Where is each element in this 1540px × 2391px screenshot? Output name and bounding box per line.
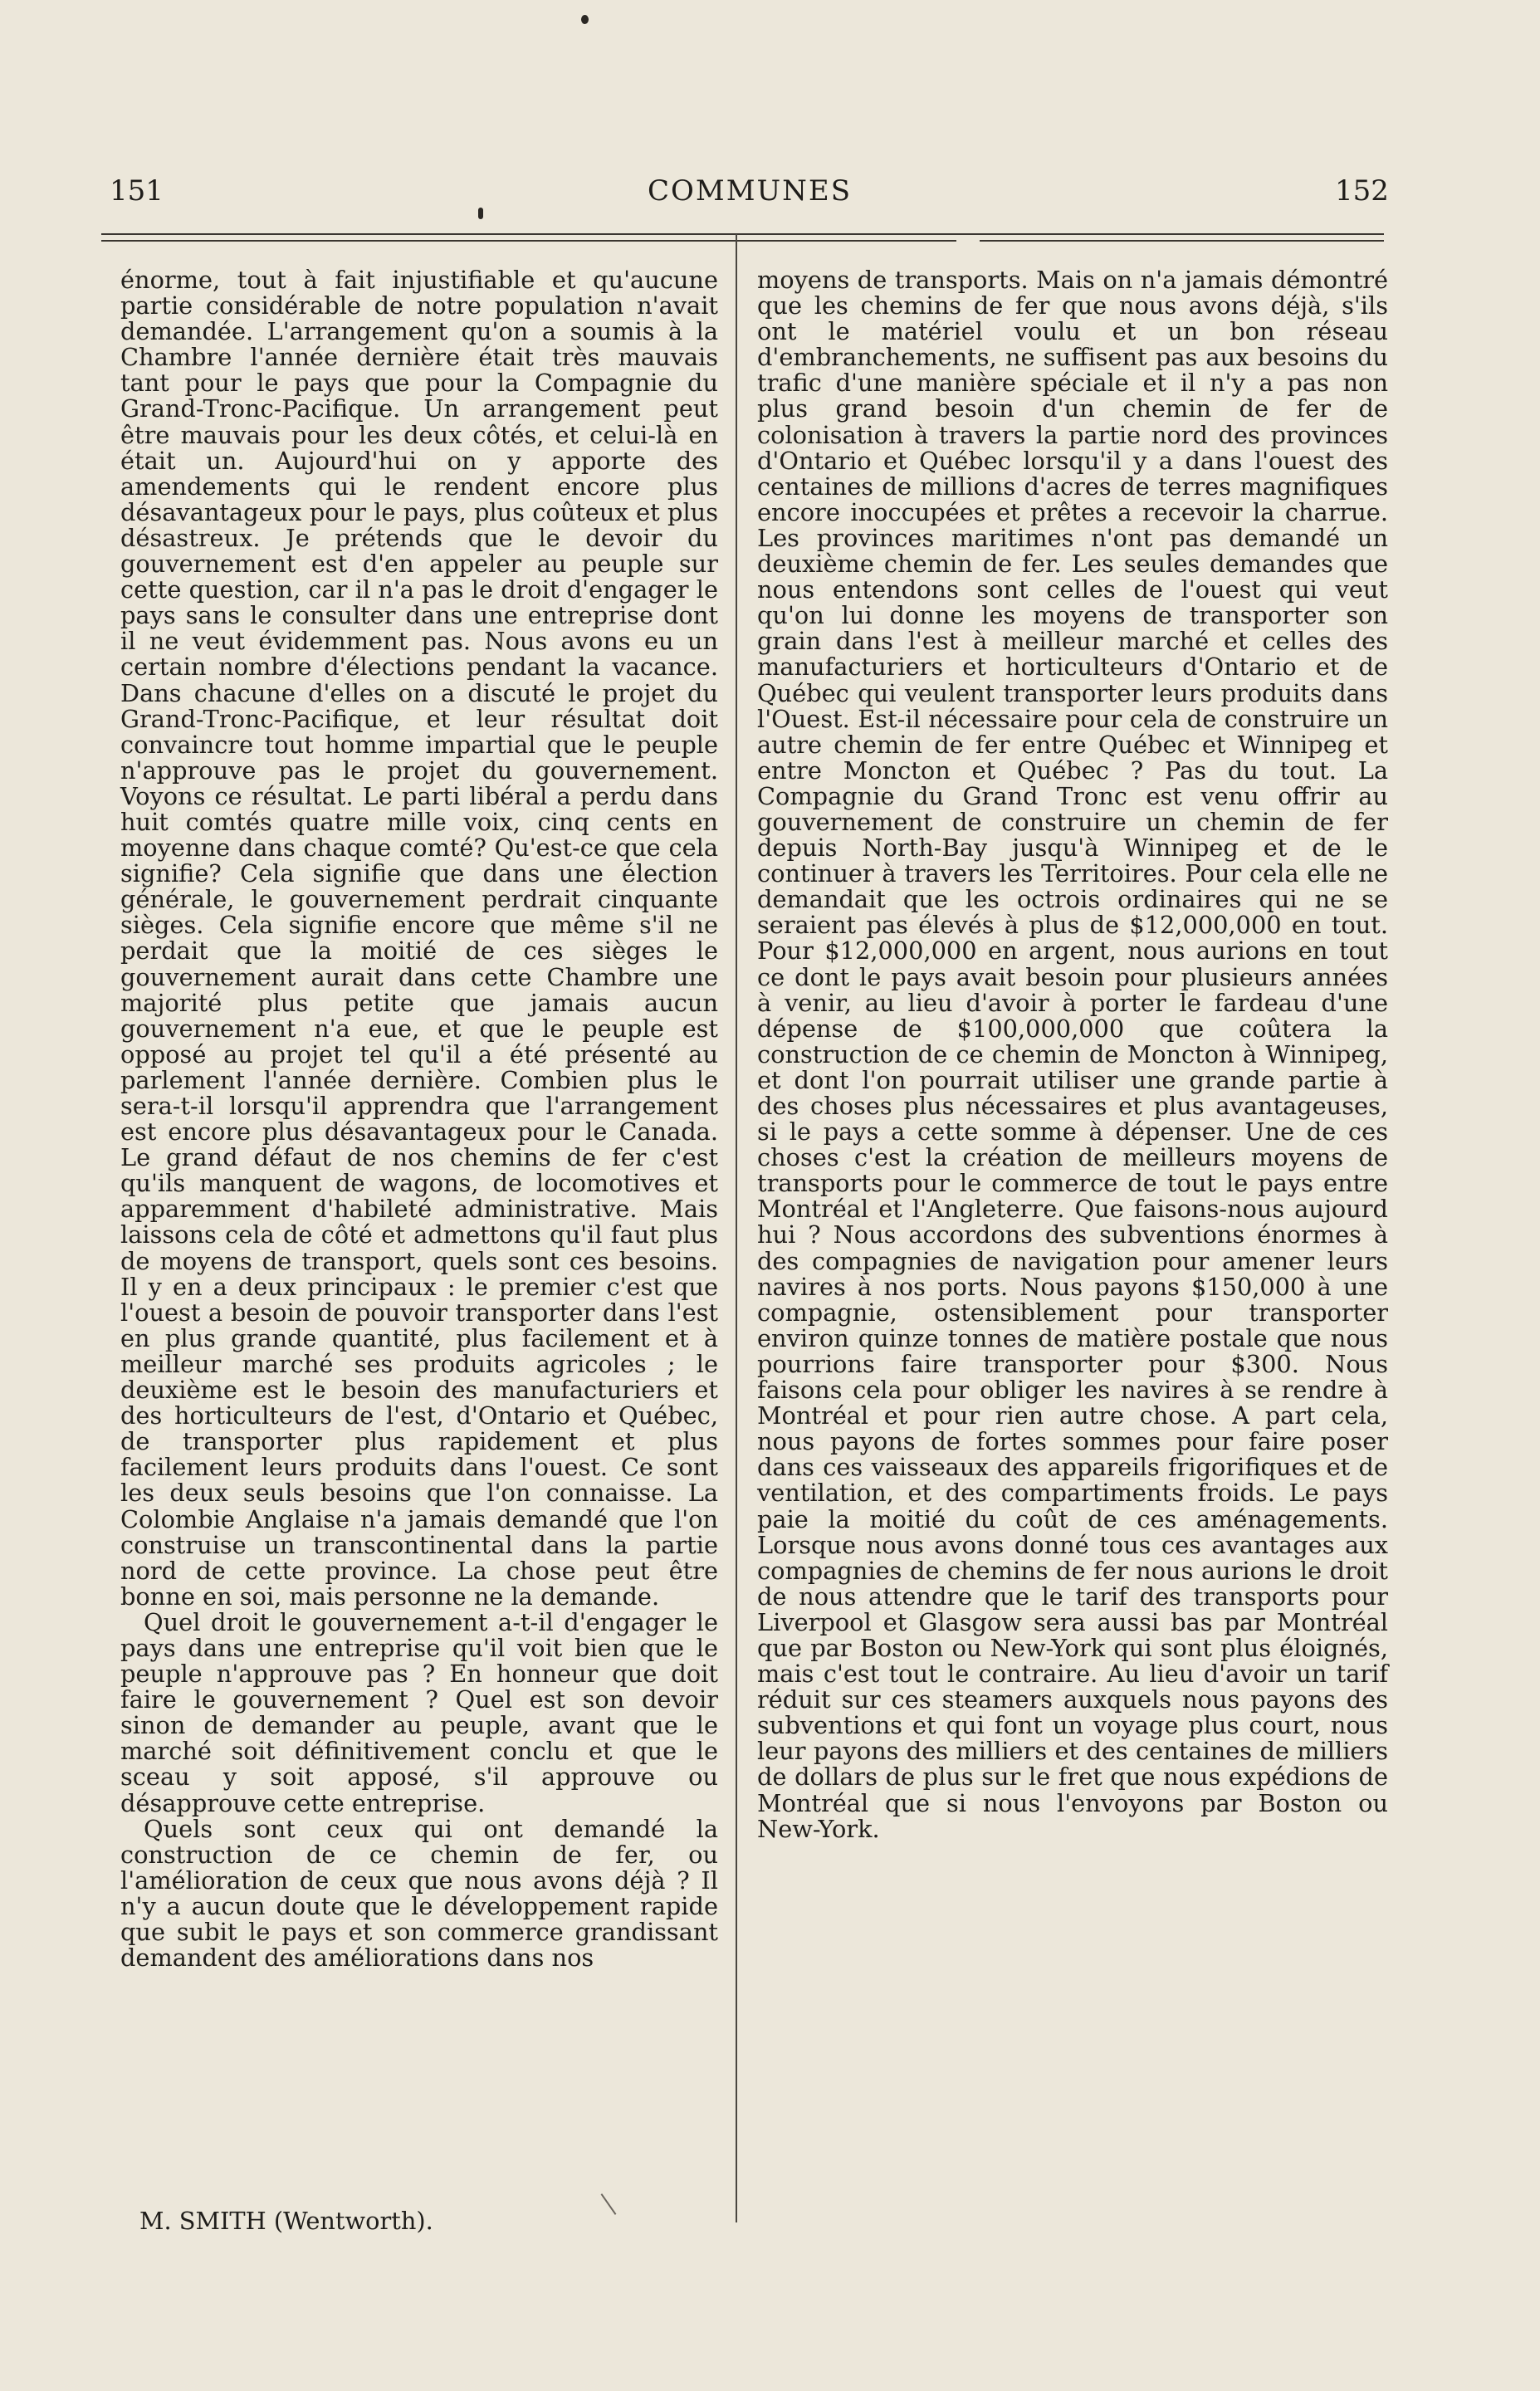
running-title: COMMUNES <box>648 174 853 208</box>
header-rule-top <box>101 233 1384 235</box>
stray-mark <box>601 2193 617 2215</box>
speaker-attribution: M. SMITH (Wentworth). <box>139 2207 433 2235</box>
page-header <box>0 174 1540 224</box>
left-paragraph-2: Quel droit le gouvernement a-t-il d'engager le pays dans une entreprise qu'il voit bien que le peuple n'approuve pas ? En honneur que doit faire le gouvernement ? Quel est son devoir sinon de demander au peuple, avant que le marché soit définitivement conclu et que le sceau y soit apposé, s'il approuve ou désapprouve cette entreprise. <box>120 1607 718 1817</box>
header-rule-left <box>101 240 956 242</box>
left-column <box>120 267 718 1971</box>
right-paragraph-1: moyens de transports. Mais on n'a jamais démontré que les chemins de fer que nous avons déjà, s'ils ont le matériel voulu et un bon réseau d'embranchements, ne suffisent pas aux besoins du trafic d'une manière spéciale et il n'y a pas non plus grand besoin d'un chemin de fer de colonisation à travers la partie nord des provinces d'Ontario et Québec lorsqu'il y a dans l'ouest des centaines de millions d'acres de terres magnifiques encore inoccupées et prêtes a recevoir la charrue. Les provinces maritimes n'ont pas demandé un deuxième chemin de fer. Les seules demandes que nous entendons sont celles de l'ouest qui veut qu'on lui donne les moyens de transporter son grain dans l'est à meilleur marché et celles des manufacturiers et horticulteurs d'Ontario et de Québec qui veulent transporter leurs produits dans l'Ouest. Est-il nécessaire pour cela de construire un autre chemin de fer entre Québec et Winnipeg et entre Moncton et Québec ? Pas du tout. La Compagnie du Grand Tronc est venu offrir au gouvernement de construire un chemin de fer depuis North-Bay jusqu'à Winnipeg et de le continuer à travers les Territoires. Pour cela elle ne demandait que les octrois ordinaires qui ne se seraient pas élevés à plus de $12,000,000 en tout. Pour $12,000,000 en argent, nous aurions en tout ce dont le pays avait besoin pour plusieurs années à venir, au lieu d'avoir à porter le fardeau d'une dépense de $100,000,000 que coûtera la construction de ce chemin de Moncton à Winnipeg, et dont l'on pourrait utiliser une grande partie à des choses plus nécessaires et plus avantageuses, si le pays a cette somme à dépenser. Une de ces choses c'est la création de meilleurs moyens de transports pour le commerce de tout le pays entre Montréal et l'Angleterre. Que faisons-nous aujourd hui ? Nous accordons des subventions énormes à des compagnies de navigation pour amener leurs navires à nos ports. Nous payons $150,000 à une compagnie, ostensiblement pour transporter environ quinze tonnes de matière postale que nous pourrions faire transporter pour $300. Nous faisons cela pour obliger les navires à se rendre à Montréal et pour rien autre chose. A part cela, nous payons de fortes sommes pour faire poser dans ces vaisseaux des appareils frigorifiques et de ventilation, et des compartiments froids. Le pays paie la moitié du coût de ces aménagements. Lorsque nous avons donné tous ces avantages aux compagnies de chemins de fer nous aurions le droit de nous attendre que le tarif des transports pour Liverpool et Glasgow sera aussi bas par Montréal que par Boston ou New-York qui sont plus éloignés, mais c'est tout le contraire. Au lieu d'avoir un tarif réduit sur ces steamers auxquels nous payons des subventions et qui font un voyage plus court, nous leur payons des milliers et des centaines de milliers de dollars de plus sur le fret que nous expédions de Montréal que si nous l'envoyons par Boston ou New-York. <box>757 266 1388 1843</box>
right-column <box>757 267 1388 1842</box>
header-rule-right <box>980 240 1384 242</box>
page-number-right: 152 <box>1335 174 1389 208</box>
column-divider <box>736 234 737 2222</box>
left-paragraph-3: Quels sont ceux qui ont demandé la construction de ce chemin de fer, ou l'amélioration de ceux que nous avons déjà ? Il n'y a aucun doute que le développement rapide que subit le pays et son commerce grandissant demandent des améliorations dans nos <box>120 1814 718 1973</box>
page-number-left: 151 <box>110 174 164 208</box>
left-paragraph-1: énorme, tout à fait injustifiable et qu'aucune partie considérable de notre population n'avait demandée. L'arrangement qu'on a soumis à la Chambre l'année dernière était très mauvais tant pour le pays que pour la Compagnie du Grand-Tronc-Pacifique. Un arrangement peut être mauvais pour les deux côtés, et celui-là en était un. Aujourd'hui on y apporte des amendements qui le rendent encore plus désavantageux pour le pays, plus coûteux et plus désastreux. Je prétends que le devoir du gouvernement est d'en appeler au peuple sur cette question, car il n'a pas le droit d'engager le pays sans le consulter dans une entreprise dont il ne veut évidemment pas. Nous avons eu un certain nombre d'élections pendant la vacance. Dans chacune d'elles on a discuté le projet du Grand-Tronc-Pacifique, et leur résultat doit convaincre tout homme impartial que le peuple n'approuve pas le projet du gouvernement. Voyons ce résultat. Le parti libéral a perdu dans huit comtés quatre mille voix, cinq cents en moyenne dans chaque comté? Qu'est-ce que cela signifie? Cela signifie que dans une élection générale, le gouvernement perdrait cinquante sièges. Cela signifie encore que même s'il ne perdait que la moitié de ces sièges le gouvernement aurait dans cette Chambre une majorité plus petite que jamais aucun gouvernement n'a eue, et que le peuple est opposé au projet tel qu'il a été présenté au parlement l'année dernière. Combien plus le sera-t-il lorsqu'il apprendra que l'arrangement est encore plus désavantageux pour le Canada. Le grand défaut de nos chemins de fer c'est qu'ils manquent de wagons, de locomotives et apparemment d'habileté administrative. Mais laissons cela de côté et admettons qu'il faut plus de moyens de transport, quels sont ces besoins. Il y en a deux principaux : le premier c'est que l'ouest a besoin de pouvoir transporter dans l'est en plus grande quantité, plus facilement et à meilleur marché ses produits agricoles ; le deuxième est le besoin des manufacturiers et des horticulteurs de l'est, d'Ontario et Québec, de transporter plus rapidement et plus facilement leurs produits dans l'ouest. Ce sont les deux seuls besoins que l'on connaisse. La Colombie Anglaise n'a jamais demandé que l'on construise un transcontinental dans la partie nord de cette province. La chose peut être bonne en soi, mais personne ne la demande. <box>120 266 718 1611</box>
ink-speck-top <box>581 15 589 24</box>
